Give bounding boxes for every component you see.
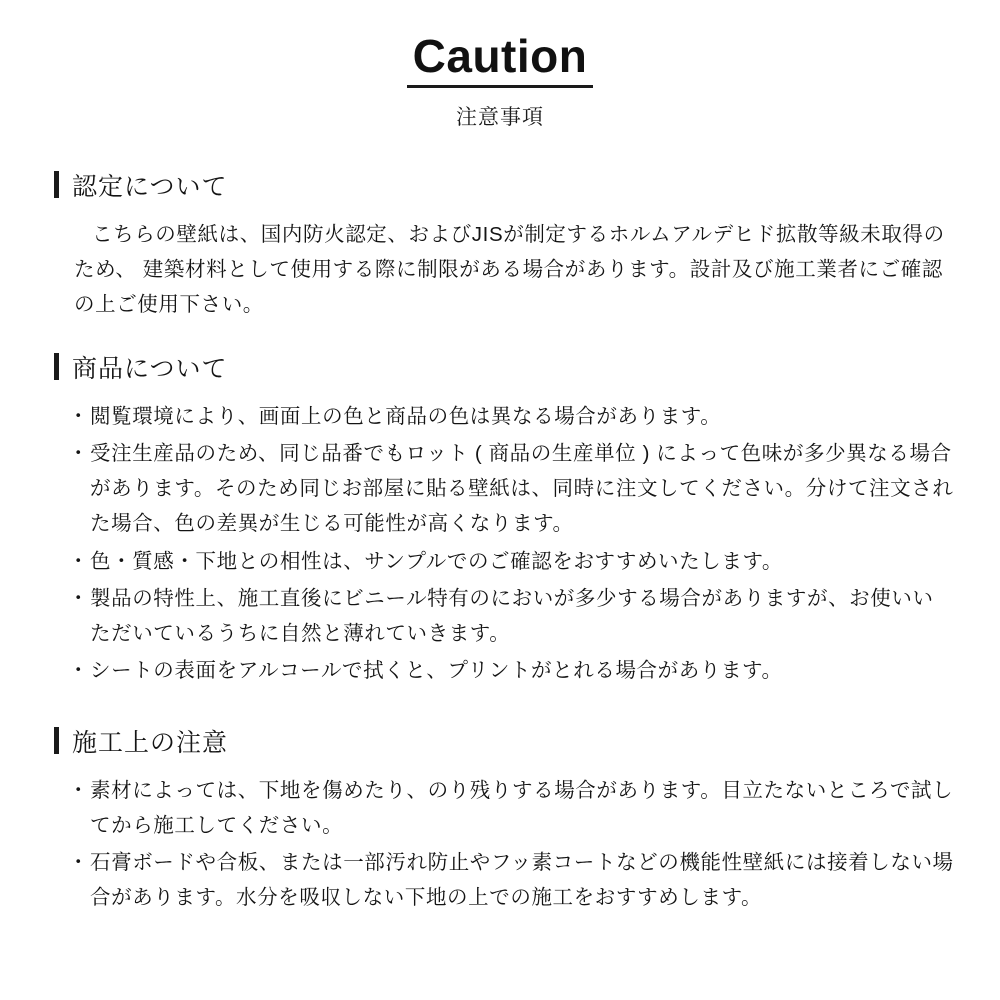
list-item — [68, 773, 954, 844]
section-heading-products — [54, 349, 954, 385]
list-item-text: 閲覧環境により、画面上の色と商品の色は異なる場合があります。 — [90, 404, 722, 428]
section-heading-certification — [54, 167, 954, 203]
heading-bar-icon — [54, 353, 59, 380]
section-heading-label: 認定について — [72, 172, 228, 201]
bullet-list-installation — [46, 773, 954, 916]
list-item-text: 石膏ボードや合板、または一部汚れ防止やフッ素コートなどの機能性壁紙には接着しない場合があります。水分を吸収しない下地の上での施工をおすすめします。 — [90, 851, 954, 910]
heading-bar-icon — [54, 171, 59, 198]
bullet-mark-icon: ・ — [68, 404, 90, 428]
list-item-text: シートの表面をアルコールで拭くと、プリントがとれる場合があります。 — [90, 659, 783, 683]
bullet-mark-icon: ・ — [68, 441, 90, 465]
list-item-text: 製品の特性上、施工直後にビニール特有のにおいが多少する場合がありますが、お使いいただいているうちに自然と薄れていきます。 — [90, 586, 934, 646]
section-paragraph: こちらの壁紙は、国内防火認定、およびJISが制定するホルムアルデヒド拡散等級未取得のため、 建築材料として使用する際に制限がある場合があります。設計及び施工業者にご確認の上ご使用下さい。 — [74, 222, 945, 317]
page-title-japanese: 注意事項 — [456, 105, 544, 129]
list-item — [68, 399, 954, 434]
section-heading-label: 施工上の注意 — [72, 728, 229, 757]
page-title-english: Caution — [407, 30, 594, 88]
list-item-text: 素材によっては、下地を傷めたり、のり残りする場合があります。目立たないところで試してから施工してください。 — [90, 778, 954, 837]
list-item — [68, 544, 954, 579]
section-heading-installation — [54, 723, 954, 759]
list-item — [68, 436, 954, 542]
heading-bar-icon — [54, 727, 59, 754]
bullet-mark-icon: ・ — [68, 659, 90, 683]
list-item — [68, 845, 954, 916]
document-header — [46, 30, 954, 131]
bullet-list-products — [46, 399, 954, 689]
section-installation — [46, 723, 954, 916]
list-item-text: 色・質感・下地との相性は、サンプルでのご確認をおすすめいたします。 — [90, 549, 784, 573]
bullet-mark-icon: ・ — [68, 586, 90, 610]
list-item — [68, 581, 954, 652]
bullet-mark-icon: ・ — [68, 851, 90, 875]
section-certification — [46, 167, 954, 323]
section-heading-label: 商品について — [72, 354, 228, 383]
bullet-mark-icon: ・ — [68, 549, 90, 573]
list-item-text: 受注生産品のため、同じ品番でもロット ( 商品の生産単位 ) によって色味が多少異なる場合があります。そのため同じお部屋に貼る壁紙は、同時に注文してください。分けて注文された場合、色の差異が生じる可能性が高くなります。 — [90, 441, 954, 536]
bullet-mark-icon: ・ — [68, 778, 90, 802]
list-item — [68, 653, 954, 688]
section-products — [46, 349, 954, 689]
